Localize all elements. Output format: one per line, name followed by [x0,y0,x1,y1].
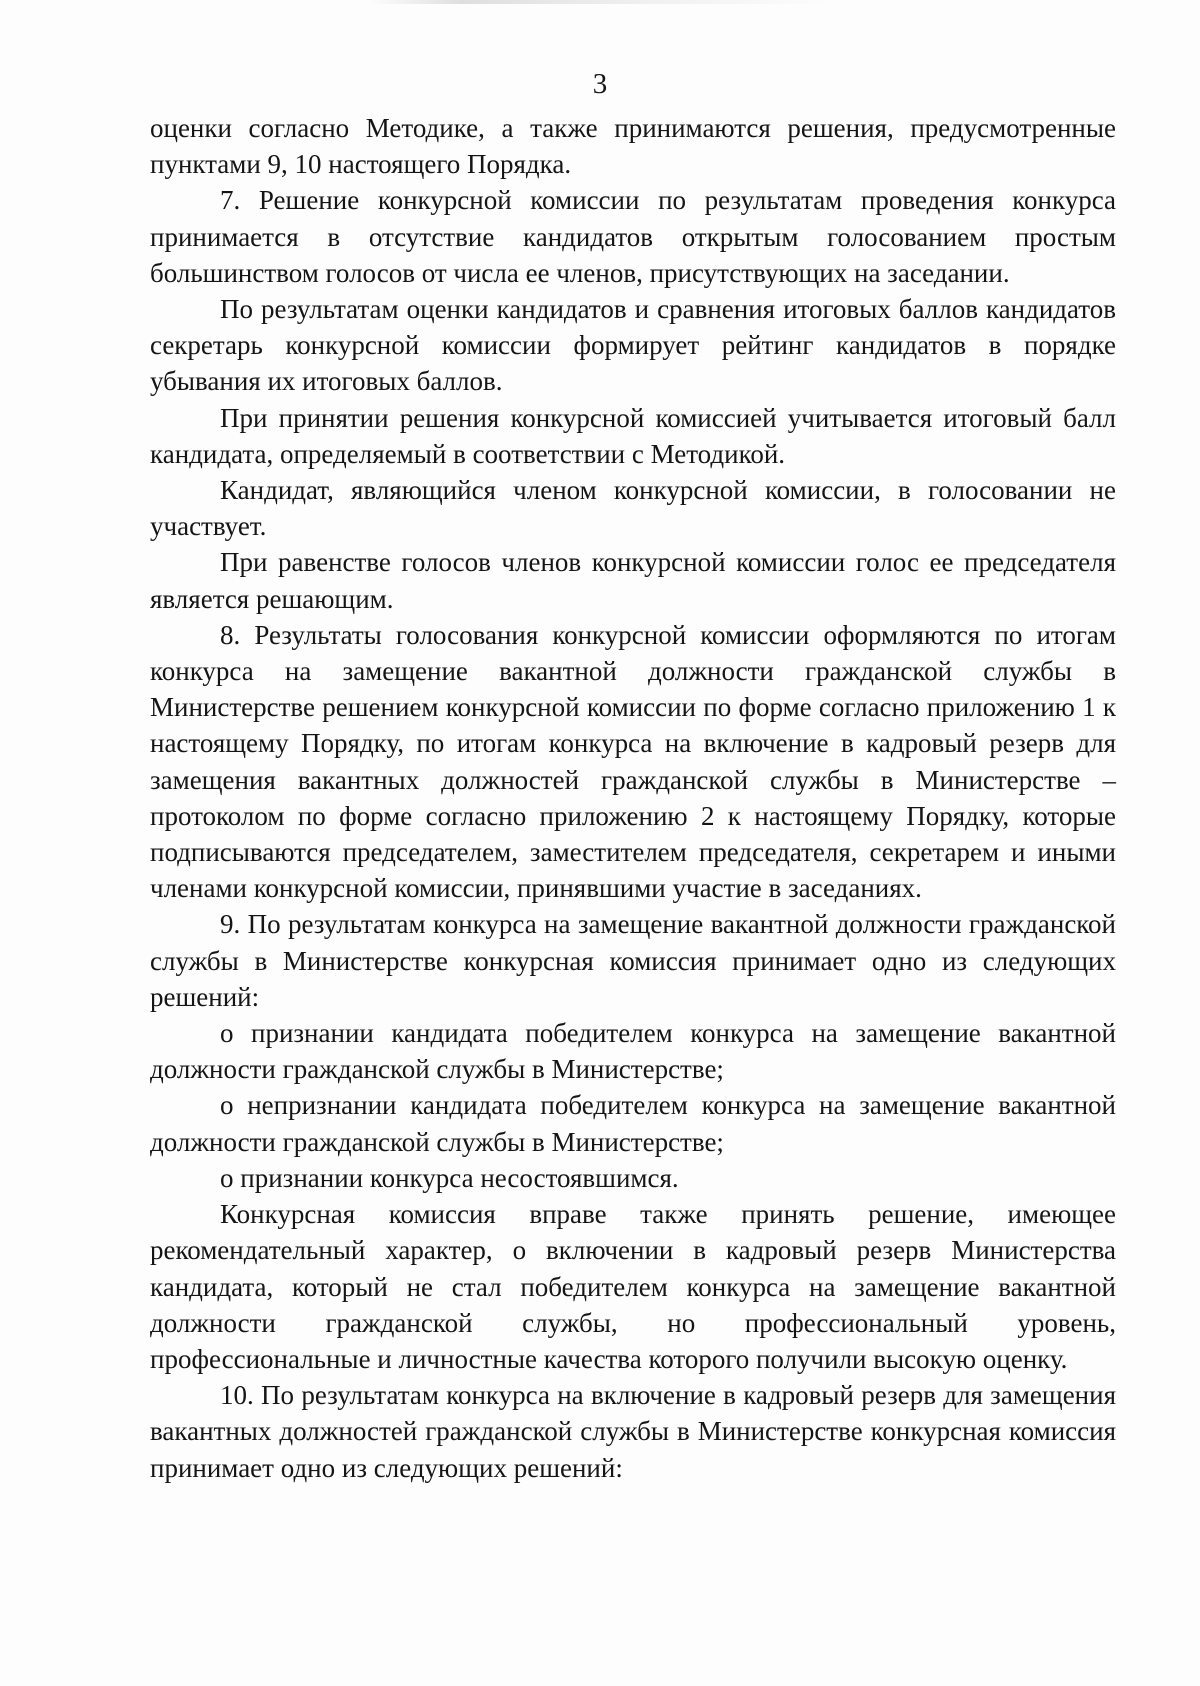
paragraph-item-9: 9. По результатам конкурса на замещение вакантной должности гражданской службы в Министерстве конкурсная комиссия принимает одно из следующих решений: [150,909,1116,1012]
list-item-winner: о признании кандидата победителем конкурса на замещение вакантной должности гражданской службы в Министерстве; [150,1018,1116,1085]
paragraph-item-10: 10. По результатам конкурса на включение в кадровый резерв для замещения вакантных должностей гражданской службы в Министерстве конкурсная комиссия принимает одно из следующих решений: [150,1380,1116,1483]
paragraph-recommendation: Конкурсная комиссия вправе также принять решение, имеющее рекомендательный характер, о включении в кадровый резерв Министерства кандидата, который не стал победителем конкурса на замещение вакантной должности гражданской службы, но профессиональный уровень, профессиональные и личностные качества которого получили высокую оценку. [150,1199,1116,1374]
document-body [150,110,1116,1486]
paragraph-item-7: 7. Решение конкурсной комиссии по результатам проведения конкурса принимается в отсутствие кандидатов открытым голосованием простым большинством голосов от числа ее членов, присутствующих на заседании. [150,185,1116,288]
paragraph-item-8: 8. Результаты голосования конкурсной комиссии оформляются по итогам конкурса на замещение вакантной должности гражданской службы в Министерстве решением конкурсной комиссии по форме согласно приложению 1 к настоящему Порядку, по итогам конкурса на включение в кадровый резерв для замещения вакантных должностей гражданской службы в Министерстве – протоколом по форме согласно приложению 2 к настоящему Порядку, которые подписываются председателем, заместителем председателя, секретарем и иными членами конкурсной комиссии, принявшими участие в заседаниях. [150,619,1116,904]
list-item-failed-contest: о признании конкурса несостоявшимся. [220,1162,679,1193]
paragraph-final-score: При принятии решения конкурсной комиссией учитывается итоговый балл кандидата, определяемый в соответствии с Методикой. [150,402,1116,469]
paragraph-rating: По результатам оценки кандидатов и сравнения итоговых баллов кандидатов секретарь конкурсной комиссии формирует рейтинг кандидатов в порядке убывания их итоговых баллов. [150,294,1116,397]
list-item-not-winner: о непризнании кандидата победителем конкурса на замещение вакантной должности гражданской службы в Министерстве; [150,1090,1116,1157]
paragraph-tie-vote: При равенстве голосов членов конкурсной комиссии голос ее председателя является решающим. [150,547,1116,614]
paragraph-continuation: оценки согласно Методике, а также принимаются решения, предусмотренные пунктами 9, 10 настоящего Порядка. [150,113,1116,180]
page-number: 3 [592,68,608,100]
paragraph-candidate-member: Кандидат, являющийся членом конкурсной комиссии, в голосовании не участвует. [150,475,1116,542]
scan-edge-shadow [370,0,830,4]
